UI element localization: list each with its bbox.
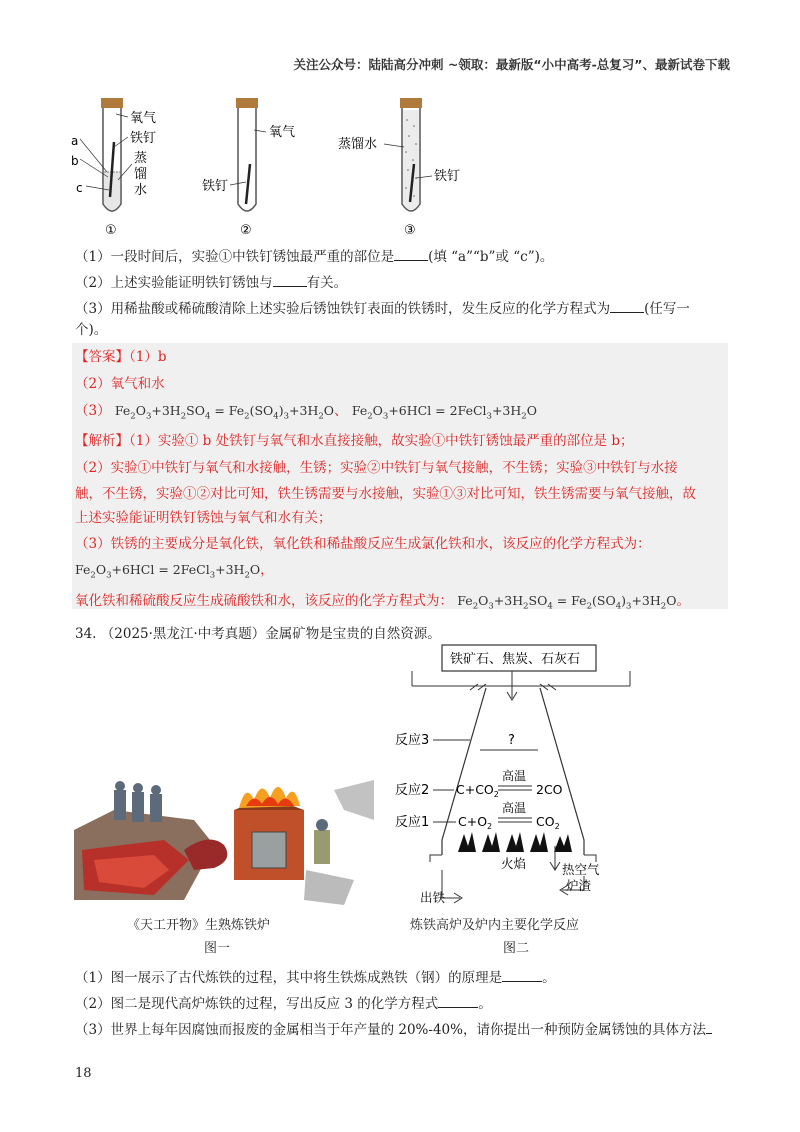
flame-label: 火焰 bbox=[501, 856, 527, 871]
q33-part2 bbox=[75, 272, 347, 293]
answer-blank bbox=[273, 272, 307, 287]
answer-blank bbox=[438, 993, 478, 1008]
page-number: 18 bbox=[75, 1066, 92, 1081]
q33-part3-text: （3）用稀盐酸或稀硫酸清除上述实验后锈蚀铁钉表面的铁锈时，发生反应的化学方程式为 bbox=[75, 301, 611, 317]
label-a: a bbox=[71, 134, 79, 148]
answer-blank bbox=[502, 967, 542, 982]
blast-furnace-diagram bbox=[390, 640, 650, 912]
analysis-line-1 bbox=[75, 431, 634, 451]
q33-part2-text: （2）上述实验能证明铁钉锈蚀与 bbox=[75, 275, 273, 291]
stopper-3 bbox=[400, 98, 422, 108]
label-water-1-c: 水 bbox=[134, 183, 148, 198]
label-oxygen-2: 氧气 bbox=[269, 125, 296, 140]
answer-line-2: （2）氧气和水 bbox=[75, 376, 165, 392]
slag-label: 炉渣 bbox=[566, 878, 592, 893]
q34-part2 bbox=[75, 993, 492, 1014]
hot-air-label: 热空气 bbox=[562, 862, 600, 877]
label-water-1-b: 馏 bbox=[134, 167, 148, 182]
label-nail-2: 铁钉 bbox=[202, 179, 229, 194]
reaction-3-unknown: ? bbox=[508, 733, 515, 748]
answer-separator: 、 bbox=[334, 403, 348, 419]
analysis-line-2: （2）实验①中铁钉与氧气和水接触，生锈；实验②中铁钉与氧气接触，不生锈；实验③中铁钉与水接 bbox=[75, 460, 678, 476]
iron-out-label: 出铁 bbox=[420, 890, 446, 905]
q34-part1-tail: 。 bbox=[542, 970, 556, 986]
figure-1-label: 图一 bbox=[204, 941, 231, 956]
analysis-line-4: 上述实验能证明铁钉锈蚀与氧气和水有关； bbox=[75, 510, 332, 526]
q34-part1-text: （1）图一展示了古代炼铁的过程，其中将生铁炼成熟铁（钢）的原理是 bbox=[75, 970, 503, 986]
label-b: b bbox=[71, 154, 79, 168]
q33-part3-tail: (任写一 bbox=[644, 301, 690, 317]
label-oxygen-1: 氧气 bbox=[130, 111, 157, 126]
page-header: 关注公众号：陆陆高分冲刺 ~领取：最新版“小中高考-总复习”、最新试卷下载 bbox=[293, 57, 730, 72]
q34-part2-text: （2）图二是现代高炉炼铁的过程，写出反应 3 的化学方程式 bbox=[75, 996, 439, 1012]
analysis-tag: 【解析】 bbox=[75, 433, 129, 449]
q34-part3-text: （3）世界上每年因腐蚀而报废的金属相当于年产量的 20%-40%，请你提出一种预防金属锈蚀的具体方法 bbox=[75, 1022, 706, 1038]
analysis-line-7 bbox=[75, 591, 690, 617]
label-water-3: 蒸馏水 bbox=[338, 137, 378, 152]
analysis-line-5: （3）铁锈的主要成分是氧化铁，氧化铁和稀盐酸反应生成氯化铁和水，该反应的化学方程式为： bbox=[75, 536, 651, 552]
q33-part1-tail: (填 “a”“b”或 “c”)。 bbox=[428, 249, 554, 265]
answer-line-1 bbox=[75, 347, 166, 367]
reaction-3-label: 反应3 bbox=[395, 733, 430, 748]
equation-h2so4: $Fe_2O_3+3H_2SO_4 = Fe_2(SO_4)_3+3H_2O$ bbox=[114, 403, 335, 422]
reaction-2-label: 反应2 bbox=[395, 783, 430, 798]
reaction-1-label: 反应1 bbox=[395, 815, 430, 830]
reaction-1-equation: $C+O_2$ bbox=[458, 814, 493, 831]
q33-part1-text: （1）一段时间后，实验①中铁钉锈蚀最严重的部位是 bbox=[75, 249, 395, 265]
label-nail-1: 铁钉 bbox=[130, 131, 157, 146]
tube-num-3: ③ bbox=[404, 223, 416, 238]
answer-line-3 bbox=[75, 401, 537, 427]
reaction-1-condition: 高温 bbox=[502, 801, 527, 815]
answer-1: （1）b bbox=[129, 349, 167, 365]
label-c: c bbox=[76, 181, 83, 195]
reaction-2-equation: $C+CO_2$ bbox=[456, 782, 499, 799]
reaction-1-product: $CO_2$ bbox=[536, 814, 560, 831]
tube-num-1: ① bbox=[105, 223, 117, 238]
raw-material-label: 铁矿石、焦炭、石灰石 bbox=[450, 652, 581, 667]
answer-blank bbox=[706, 1019, 712, 1034]
reaction-2-product: 2CO bbox=[536, 782, 563, 797]
stopper-2 bbox=[236, 98, 258, 108]
answer-tag: 【答案】 bbox=[75, 349, 129, 365]
answer-3-label: （3） bbox=[75, 403, 111, 419]
reaction-2-condition: 高温 bbox=[502, 769, 527, 783]
equation-hcl-2: $Fe_2O_3+6HCl$ = $2FeCl_3+3H_2O$ bbox=[75, 562, 261, 581]
q33-part3-cont: 个)。 bbox=[75, 322, 108, 338]
analysis-1: （1）实验① b 处铁钉与氧气和水直接接触，故实验①中铁钉锈蚀最严重的部位是 b； bbox=[129, 433, 634, 449]
analysis-line-3: 触，不生锈，实验①②对比可知，铁生锈需要与水接触，实验①③对比可知，铁生锈需要与氧气接触，故 bbox=[75, 486, 696, 502]
q34-part1 bbox=[75, 967, 556, 988]
equation-hcl: $Fe_2O_3+6HCl$ = $2FeCl_3+3H_2O$ bbox=[351, 403, 537, 422]
figure-1-caption: 《天工开物》生熟炼铁炉 bbox=[127, 918, 271, 933]
label-water-1-a: 蒸 bbox=[134, 151, 148, 166]
stopper-1 bbox=[101, 98, 123, 108]
answer-blank bbox=[394, 246, 428, 261]
q33-part2-tail: 有关。 bbox=[306, 275, 348, 291]
ancient-furnace-illustration bbox=[74, 770, 374, 910]
nail-2 bbox=[246, 164, 250, 204]
analysis-line-6 bbox=[75, 560, 274, 586]
analysis-6-end: ， bbox=[260, 562, 274, 578]
answer-blank bbox=[610, 298, 644, 313]
q34-stem: 34. （2025·黑龙江·中考真题）金属矿物是宝贵的自然资源。 bbox=[75, 626, 441, 642]
analysis-7-text: 氧化铁和稀硫酸反应生成硫酸铁和水，该反应的化学方程式为： bbox=[75, 593, 453, 609]
label-nail-3: 铁钉 bbox=[434, 169, 461, 184]
test-tube-figure bbox=[70, 92, 490, 242]
q34-part3 bbox=[75, 1019, 712, 1040]
equation-h2so4-2: $Fe_2O_3+3H_2SO_4 = Fe_2(SO_4)_3+3H_2O$ bbox=[457, 593, 677, 612]
analysis-7-end: 。 bbox=[676, 593, 690, 609]
tube-num-2: ② bbox=[240, 223, 252, 238]
q33-part3 bbox=[75, 298, 690, 319]
q34-part2-tail: 。 bbox=[478, 996, 492, 1012]
figure-2-caption: 炼铁高炉及炉内主要化学反应 bbox=[410, 918, 580, 933]
figure-2-label: 图二 bbox=[503, 941, 530, 956]
q33-part1 bbox=[75, 246, 553, 267]
